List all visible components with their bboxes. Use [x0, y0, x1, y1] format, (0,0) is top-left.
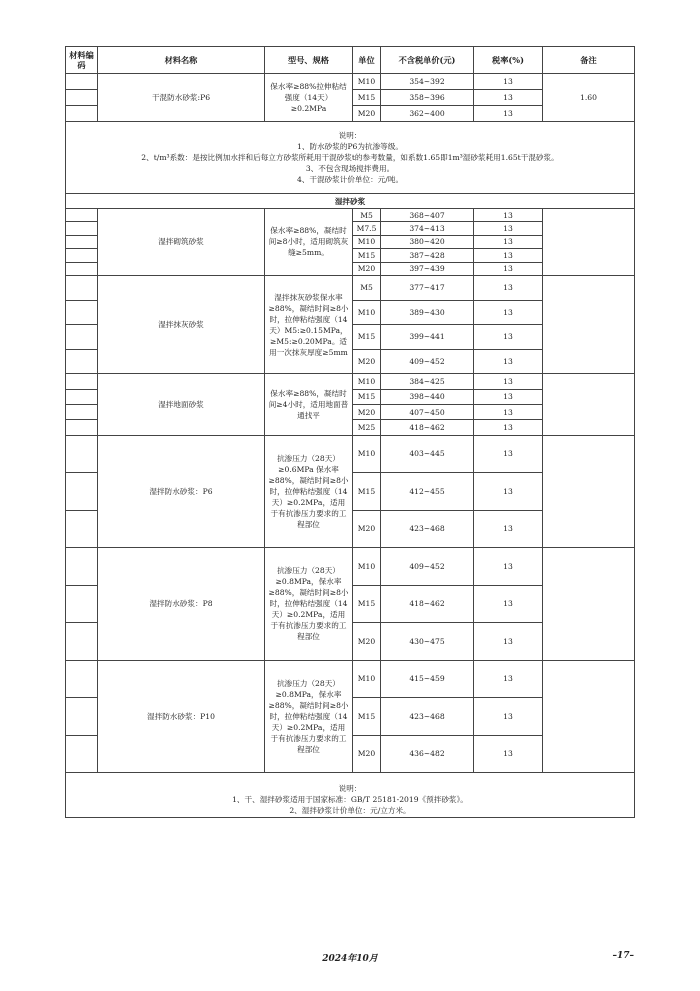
tax-cell: 13 — [474, 389, 543, 404]
price-cell: 418~462 — [381, 585, 474, 623]
tax-cell: 13 — [474, 404, 543, 419]
unit-cell: M10 — [353, 74, 381, 90]
tax-cell: 13 — [474, 74, 543, 90]
material-name: 湿拌抹灰砂浆 — [98, 275, 265, 373]
col-header-price: 不含税单价(元) — [381, 47, 474, 74]
section-title: 湿拌砂浆 — [66, 194, 635, 209]
price-cell: 397~439 — [381, 262, 474, 275]
unit-cell: M10 — [353, 660, 381, 698]
unit-cell: M15 — [353, 585, 381, 623]
tax-cell: 13 — [474, 349, 543, 374]
tax-cell: 13 — [474, 90, 543, 106]
table-row — [66, 660, 635, 698]
material-code-cell — [66, 235, 98, 248]
unit-cell: M15 — [353, 325, 381, 350]
material-code-cell — [66, 510, 98, 548]
unit-cell: M10 — [353, 374, 381, 389]
material-code-cell — [66, 275, 98, 300]
material-code-cell — [66, 262, 98, 275]
unit-cell: M20 — [353, 623, 381, 661]
unit-cell: M5 — [353, 275, 381, 300]
note-line: 3、不包含现场搅拌费用。 — [305, 164, 395, 173]
note-line: 1、防水砂浆的P6为抗渗等级。 — [297, 142, 403, 151]
material-name: 湿拌防水砂浆：P10 — [98, 660, 265, 773]
tax-cell: 13 — [474, 660, 543, 698]
price-cell: 418~462 — [381, 420, 474, 435]
price-cell: 362~400 — [381, 106, 474, 122]
unit-cell: M20 — [353, 262, 381, 275]
material-name: 湿拌地面砂浆 — [98, 374, 265, 435]
note-line: 4、干混砂浆计价单位：元/吨。 — [296, 175, 404, 184]
material-code-cell — [66, 300, 98, 325]
col-header-unit: 单位 — [353, 47, 381, 74]
remark-cell — [543, 435, 635, 548]
tax-cell: 13 — [474, 435, 543, 473]
material-code-cell — [66, 106, 98, 122]
price-sheet — [65, 46, 634, 818]
price-cell: 384~425 — [381, 374, 474, 389]
price-cell: 412~455 — [381, 473, 474, 511]
col-header-code: 材料编码 — [66, 47, 98, 74]
note-line: 1、干、湿拌砂浆适用于国家标准：GB/T 25181-2019《预拌砂浆》。 — [232, 795, 468, 805]
price-cell: 403~445 — [381, 435, 474, 473]
material-code-cell — [66, 660, 98, 698]
unit-cell: M15 — [353, 473, 381, 511]
material-code-cell — [66, 735, 98, 773]
notes-block — [66, 773, 635, 818]
col-header-name: 材料名称 — [98, 47, 265, 74]
table-row — [66, 209, 635, 222]
price-cell: 415~459 — [381, 660, 474, 698]
price-cell: 423~468 — [381, 698, 474, 736]
unit-cell: M25 — [353, 420, 381, 435]
unit-cell: M20 — [353, 510, 381, 548]
notes-title: 说明： — [338, 131, 362, 140]
page-number: –17– — [612, 951, 634, 961]
tax-cell: 13 — [474, 374, 543, 389]
col-header-spec: 型号、规格 — [265, 47, 353, 74]
notes-row — [66, 773, 635, 818]
tax-cell: 13 — [474, 249, 543, 262]
note-line: 2、湿拌砂浆计价单位：元/立方米。 — [289, 806, 411, 816]
material-code-cell — [66, 349, 98, 374]
remark-cell — [543, 209, 635, 276]
material-name: 湿拌防水砂浆：P6 — [98, 435, 265, 548]
tax-cell: 13 — [474, 420, 543, 435]
remark-cell — [543, 275, 635, 373]
unit-cell: M5 — [353, 209, 381, 222]
price-cell: 377~417 — [381, 275, 474, 300]
material-code-cell — [66, 473, 98, 511]
unit-cell: M10 — [353, 235, 381, 248]
price-cell: 354~392 — [381, 74, 474, 90]
tax-cell: 13 — [474, 510, 543, 548]
table-row — [66, 74, 635, 90]
price-table — [65, 46, 635, 818]
material-spec: 保水率≥88%，凝结时间≥4小时，适用地面普通找平 — [265, 374, 353, 435]
tax-cell: 13 — [474, 235, 543, 248]
tax-cell: 13 — [474, 585, 543, 623]
material-spec: 湿拌抹灰砂浆保水率≥88%，凝结时间≥8小时，拉伸粘结强度（14天）M5:≥0.15MPa，≥M5:≥0.20MPa。适用一次抹灰厚度≥5mm — [265, 275, 353, 373]
price-cell: 389~430 — [381, 300, 474, 325]
material-name: 湿拌防水砂浆：P8 — [98, 548, 265, 661]
unit-cell: M15 — [353, 698, 381, 736]
price-cell: 407~450 — [381, 404, 474, 419]
price-cell: 380~420 — [381, 235, 474, 248]
unit-cell: M20 — [353, 106, 381, 122]
material-code-cell — [66, 90, 98, 106]
price-cell: 358~396 — [381, 90, 474, 106]
material-spec: 保水率≥88%拉伸粘结强度（14天）≥0.2MPa — [265, 74, 353, 122]
unit-cell: M10 — [353, 548, 381, 586]
material-code-cell — [66, 209, 98, 222]
unit-cell: M15 — [353, 90, 381, 106]
table-row — [66, 548, 635, 586]
price-cell: 398~440 — [381, 389, 474, 404]
unit-cell: M7.5 — [353, 222, 381, 235]
remark-cell — [543, 548, 635, 661]
tax-cell: 13 — [474, 735, 543, 773]
col-header-remark: 备注 — [543, 47, 635, 74]
section-row — [66, 194, 635, 209]
material-spec: 抗渗压力（28天）≥0.6MPa 保水率≥88%，凝结时间≥8小时，拉伸粘结强度（14天）≥0.2MPa，适用于有抗渗压力要求的工程部位 — [265, 435, 353, 548]
tax-cell: 13 — [474, 275, 543, 300]
tax-cell: 13 — [474, 623, 543, 661]
remark-cell — [543, 374, 635, 435]
table-body — [66, 74, 635, 818]
table-row — [66, 275, 635, 300]
material-code-cell — [66, 222, 98, 235]
price-cell: 387~428 — [381, 249, 474, 262]
unit-cell: M10 — [353, 435, 381, 473]
material-code-cell — [66, 548, 98, 586]
col-header-tax: 税率(%) — [474, 47, 543, 74]
material-code-cell — [66, 435, 98, 473]
tax-cell: 13 — [474, 106, 543, 122]
footer-date: 2024年10月 — [322, 954, 378, 964]
price-cell: 409~452 — [381, 548, 474, 586]
unit-cell: M20 — [353, 404, 381, 419]
tax-cell: 13 — [474, 698, 543, 736]
material-code-cell — [66, 623, 98, 661]
material-name: 干混防水砂浆:P6 — [98, 74, 265, 122]
tax-cell: 13 — [474, 222, 543, 235]
material-code-cell — [66, 325, 98, 350]
price-cell: 368~407 — [381, 209, 474, 222]
material-code-cell — [66, 585, 98, 623]
unit-cell: M15 — [353, 389, 381, 404]
remark-cell: 1.60 — [543, 74, 635, 122]
unit-cell: M20 — [353, 735, 381, 773]
notes-title: 说明： — [338, 784, 362, 794]
unit-cell: M15 — [353, 249, 381, 262]
material-code-cell — [66, 404, 98, 419]
unit-cell: M10 — [353, 300, 381, 325]
notes-block — [66, 122, 635, 194]
price-cell: 430~475 — [381, 623, 474, 661]
table-row — [66, 435, 635, 473]
tax-cell: 13 — [474, 300, 543, 325]
table-row — [66, 374, 635, 389]
notes-row — [66, 122, 635, 194]
price-cell: 423~468 — [381, 510, 474, 548]
material-code-cell — [66, 374, 98, 389]
tax-cell: 13 — [474, 473, 543, 511]
price-cell: 374~413 — [381, 222, 474, 235]
tax-cell: 13 — [474, 548, 543, 586]
material-code-cell — [66, 698, 98, 736]
unit-cell: M20 — [353, 349, 381, 374]
material-code-cell — [66, 420, 98, 435]
note-line: 2、t/m³系数：是按比例加水拌和后每立方砂浆所耗用干混砂浆t的参考数量，如系数1.65即1m³湿砂浆耗用1.65t干混砂浆。 — [141, 153, 559, 162]
tax-cell: 13 — [474, 262, 543, 275]
tax-cell: 13 — [474, 209, 543, 222]
price-cell: 399~441 — [381, 325, 474, 350]
material-name: 湿拌砌筑砂浆 — [98, 209, 265, 276]
material-code-cell — [66, 74, 98, 90]
remark-cell — [543, 660, 635, 773]
material-code-cell — [66, 389, 98, 404]
price-cell: 436~482 — [381, 735, 474, 773]
header-row — [66, 47, 635, 74]
price-cell: 409~452 — [381, 349, 474, 374]
material-code-cell — [66, 249, 98, 262]
material-spec: 抗渗压力（28天）≥0.8MPa，保水率≥88%，凝结时间≥8小时，拉伸粘结强度（14天）≥0.2MPa，适用于有抗渗压力要求的工程部位 — [265, 548, 353, 661]
material-spec: 保水率≥88%，凝结时间≥8小时，适用砌筑灰缝≥5mm。 — [265, 209, 353, 276]
material-spec: 抗渗压力（28天）≥0.8MPa，保水率≥88%，凝结时间≥8小时，拉伸粘结强度（14天）≥0.2MPa，适用于有抗渗压力要求的工程部位 — [265, 660, 353, 773]
tax-cell: 13 — [474, 325, 543, 350]
